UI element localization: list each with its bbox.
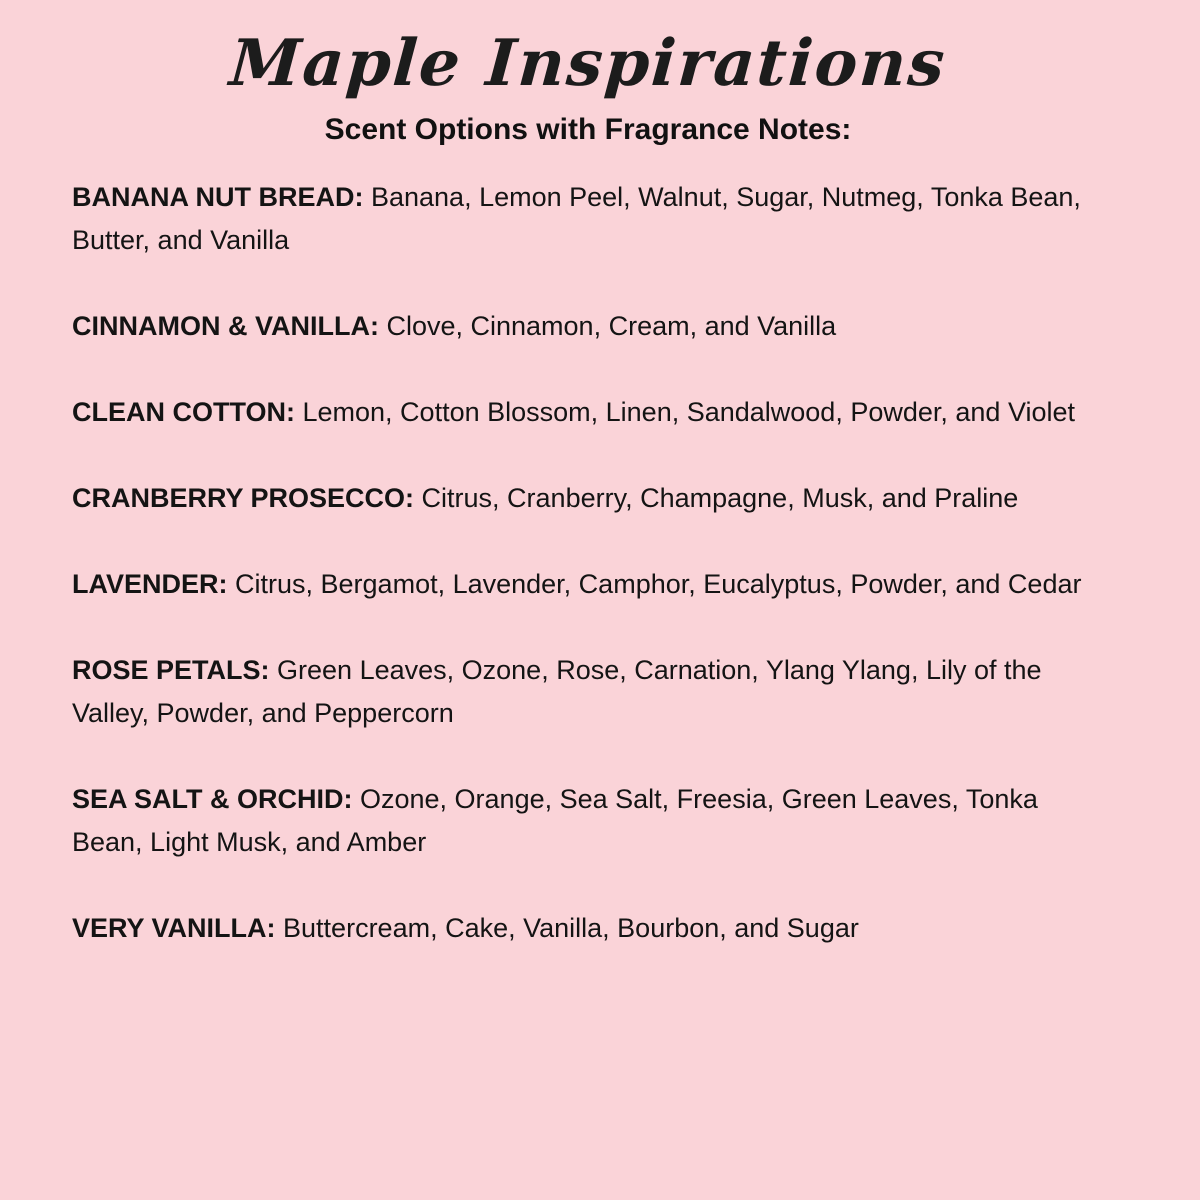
scent-name: ROSE PETALS: bbox=[72, 655, 278, 685]
scent-row bbox=[72, 176, 1086, 262]
scent-name: CLEAN COTTON: bbox=[72, 397, 303, 427]
scent-name: LAVENDER: bbox=[72, 569, 236, 599]
scent-notes: Clove, Cinnamon, Cream, and Vanilla bbox=[386, 311, 837, 341]
scent-name: BANANA NUT BREAD: bbox=[72, 182, 371, 212]
brand-title: Maple Inspirations bbox=[227, 26, 949, 101]
scent-notes: Citrus, Bergamot, Lavender, Camphor, Eucalyptus, Powder, and Cedar bbox=[235, 569, 1082, 599]
scent-notes: Buttercream, Cake, Vanilla, Bourbon, and Sugar bbox=[283, 913, 859, 943]
scent-row bbox=[72, 563, 1086, 606]
scent-row bbox=[72, 305, 1086, 348]
scent-notes: Ozone, Orange, Sea Salt, Freesia, Green Leaves, Tonka Bean, Light Musk, and Amber bbox=[72, 784, 1038, 857]
scent-list bbox=[72, 176, 1086, 950]
scent-notes: Green Leaves, Ozone, Rose, Carnation, Ylang Ylang, Lily of the Valley, Powder, and Peppercorn bbox=[72, 655, 1042, 728]
scent-row bbox=[72, 391, 1086, 434]
scent-name: VERY VANILLA: bbox=[72, 913, 284, 943]
page-subtitle: Scent Options with Fragrance Notes: bbox=[324, 113, 852, 146]
scent-row bbox=[72, 477, 1086, 520]
scent-name: CRANBERRY PROSECCO: bbox=[72, 483, 422, 513]
scent-row bbox=[72, 907, 1086, 950]
scent-row bbox=[72, 778, 1086, 864]
scent-notes: Citrus, Cranberry, Champagne, Musk, and Praline bbox=[421, 483, 1019, 513]
scent-name: CINNAMON & VANILLA: bbox=[72, 311, 387, 341]
scent-notes: Banana, Lemon Peel, Walnut, Sugar, Nutmeg, Tonka Bean, Butter, and Vanilla bbox=[72, 182, 1081, 255]
scent-notes: Lemon, Cotton Blossom, Linen, Sandalwood, Powder, and Violet bbox=[302, 397, 1075, 427]
scent-name: SEA SALT & ORCHID: bbox=[72, 784, 360, 814]
scent-row bbox=[72, 649, 1086, 735]
